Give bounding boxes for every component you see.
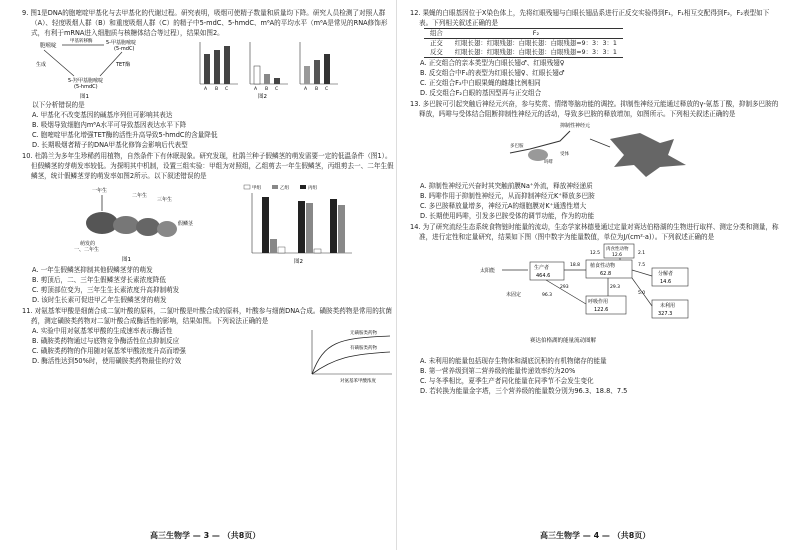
q9-bar-hmdc-c xyxy=(274,78,280,84)
q9-bar-mdc-c xyxy=(224,46,230,84)
svg-text:A: A xyxy=(304,87,308,92)
q13-neuron-a xyxy=(610,133,686,177)
svg-text:乙组: 乙组 xyxy=(280,186,289,191)
svg-text:太阳能: 太阳能 xyxy=(480,268,496,274)
q14-option-c[interactable]: C. 与冬季相比，夏季生产者同化能量在同季节不会发生变化 xyxy=(420,377,594,385)
q9-fig1-caption: 图1 xyxy=(80,94,89,100)
q14-option-a[interactable]: A. 未利用的能量包括现存生物体和湖底沉积的有机物储存的能量 xyxy=(420,357,607,365)
question-13 xyxy=(410,99,782,221)
q10-option-d[interactable]: D. 该时生长素可促进甲乙年生假鳞茎芽的萌发 xyxy=(32,296,167,304)
q9-option-d[interactable]: D. 长期吸烟者精子的DNA甲基化修饰会影响后代表型 xyxy=(32,141,188,149)
svg-text:呼吸作用: 呼吸作用 xyxy=(588,299,609,305)
q9-fig2-caption: 图2 xyxy=(258,94,267,100)
svg-text:464.6: 464.6 xyxy=(536,273,551,279)
svg-text:一年生: 一年生 xyxy=(92,188,108,194)
svg-text:有磺胺类药物: 有磺胺类药物 xyxy=(350,346,377,351)
q9-fig1-arrow-label: 甲基转移酶 xyxy=(70,39,93,44)
q9-lead: 以下分析错误的是 xyxy=(32,101,85,109)
q9-option-b[interactable]: B. 吸烟导致细胞内m⁶A水平可导致基因表达水平下降 xyxy=(32,121,187,129)
svg-text:7.5: 7.5 xyxy=(638,263,646,268)
q12-option-c[interactable]: C. 正交组合F₂中白眼果蝇的雌雄比例相同 xyxy=(420,79,541,87)
q9-fig1-top: 胞嘧啶 xyxy=(40,43,57,49)
q10-figure-svg xyxy=(22,181,394,265)
q9-bar-m6a-c xyxy=(324,54,330,84)
q12-table: 组合 F₂ 正交 红眼长翅：红眼残翅：白眼长翅：白眼残翅=9：3：3：1 反交 红眼长翅：红眼残翅：白眼长翅：白眼残翅=9：3：3：1 xyxy=(424,28,623,58)
svg-text:三年生: 三年生 xyxy=(157,197,173,203)
svg-text:分解者: 分解者 xyxy=(658,271,674,277)
svg-text:吗啡: 吗啡 xyxy=(544,160,553,165)
svg-text:一、二年生: 一、二年生 xyxy=(74,247,100,253)
svg-text:C: C xyxy=(275,87,279,92)
q13-option-d[interactable]: D. 长期使用吗啡，引发多巴胺受体的调节功能，作为的功能 xyxy=(420,212,595,220)
svg-text:B: B xyxy=(265,87,269,92)
q10-bar-4 xyxy=(298,201,305,253)
svg-text:未利用: 未利用 xyxy=(660,303,676,309)
q14-fig-caption: 赛达伯格湖的能量流动图解 xyxy=(530,338,597,344)
q13-option-a[interactable]: A. 抑制性神经元兴奋时其突触前膜Na⁺外流，释放神经递质 xyxy=(420,182,593,190)
q12-option-a[interactable]: A. 正交组合的亲本类型为白眼长翅♂、红眼残翅♀ xyxy=(420,59,565,67)
svg-text:293: 293 xyxy=(560,285,569,290)
svg-text:12.5: 12.5 xyxy=(590,251,601,256)
q14-option-b[interactable]: B. 第一营养级到第二营养级的能量传递效率约为20% xyxy=(420,367,576,375)
question-11 xyxy=(22,306,394,384)
q9-option-a[interactable]: A. 甲基化不改变基因的碱基序列但可影响其表达 xyxy=(32,111,173,119)
q14-figure xyxy=(410,242,782,356)
svg-text:62.8: 62.8 xyxy=(600,271,612,277)
q10-bar-6 xyxy=(314,249,321,253)
svg-text:无磺胺类药物: 无磺胺类药物 xyxy=(350,331,377,336)
svg-text:A: A xyxy=(254,87,258,92)
q10-option-c[interactable]: C. 剪顶部位变为，三年生生长素浓度升高抑制萌发 xyxy=(32,286,180,294)
page-divider xyxy=(396,0,397,550)
q14-stem: 14. 为了研究流经生态系统食物链时能量的流动，生态学家林德曼通过定量对赛达伯格湖的生物进行取样、测定分类和测量，称准，进行定性和定量研究，结果如下图（图中数字为能量数值，单位为J/(cm²·a)）。下列叙述正确的是 xyxy=(410,223,779,241)
q11-stem: 11. 对氨基苯甲酸是细菌合成二氢叶酸的原料，二氢叶酸是叶酸合成的原料，叶酸参与细菌DNA合成。磺胺类药物是常用的抗菌药，测定磺胺类药物对二氢叶酸合成酶活性的影响，结果如图。下列说法正确的是 xyxy=(22,307,392,325)
q13-option-b[interactable]: B. 吗啡作用于抑制性神经元，从而抑制神经元K⁺释放多巴胺 xyxy=(420,192,595,200)
svg-text:327.3: 327.3 xyxy=(658,311,673,317)
svg-text:图2: 图2 xyxy=(294,259,303,265)
q9-fig1-bottom2: (5-hmdC) xyxy=(74,84,98,90)
q9-fig1-arrow-left xyxy=(44,50,74,76)
q9-figures xyxy=(22,38,394,100)
q9-fig1-right2: (5-mdC) xyxy=(114,46,135,52)
question-10 xyxy=(22,151,394,305)
svg-text:122.6: 122.6 xyxy=(594,307,609,313)
svg-text:96.3: 96.3 xyxy=(542,293,553,298)
q11-option-d[interactable]: D. 酶活性达到50%时，使用磺胺类药物最佳的疗效 xyxy=(32,357,182,365)
svg-text:5.0: 5.0 xyxy=(638,291,646,296)
q9-fig1-tet: TET酶 xyxy=(116,62,131,68)
q9-figure-svg xyxy=(22,38,394,100)
svg-text:C: C xyxy=(325,87,329,92)
svg-text:C: C xyxy=(225,87,229,92)
q12-option-d[interactable]: D. 反交组合F₂白眼的基因型再与正交组合 xyxy=(420,89,542,97)
svg-text:未固定: 未固定 xyxy=(506,292,522,298)
q9-bar-m6a-a xyxy=(304,66,310,84)
q13-option-c[interactable]: C. 多巴胺释放量增多，神经元A的细胞膜对K⁺通透性增大 xyxy=(420,202,587,210)
question-14 xyxy=(410,222,782,396)
svg-text:29.3: 29.3 xyxy=(610,285,621,290)
q12-option-b[interactable]: B. 反交组合中F₁的表型为红眼长翅♀、红眼长翅♂ xyxy=(420,69,565,77)
q10-bar-2 xyxy=(270,239,277,253)
svg-text:丙组: 丙组 xyxy=(308,186,317,191)
q13-figure xyxy=(410,119,782,181)
q10-bar-8 xyxy=(338,205,345,253)
q14-option-d[interactable]: D. 若转换为能量金字塔，三个营养级的能量数分别为96.3、18.8、7.5 xyxy=(420,387,628,395)
q9-fig1-left: 生成 xyxy=(36,62,47,68)
q9-bar-mdc-a xyxy=(204,54,210,84)
question-9 xyxy=(22,8,394,150)
q9-fig1-bottom: 5-羟甲基胞嘧啶 xyxy=(68,78,103,84)
right-column xyxy=(410,8,782,397)
svg-text:12.6: 12.6 xyxy=(612,253,623,258)
q10-bar-3 xyxy=(278,247,285,253)
left-column xyxy=(22,8,394,384)
q10-figures xyxy=(22,181,394,265)
svg-text:甲组: 甲组 xyxy=(252,186,261,191)
q9-stem: 9. 图1是DNA的胞嘧啶甲基化与去甲基化的代谢过程。研究表明，吸烟可使精子数量和质量均下降。研究人员检测了对照人群（A）、轻度吸烟人群（B）和重度吸烟人群（C）的精子中5-mdC、5-hmdC、m⁶A的平均水平（m⁶A是常见的RNA修饰形式，有利于mRNA进入细胞质与核糖体结合等过程），结果如图2。 xyxy=(22,9,388,37)
q9-bar-hmdc-b xyxy=(264,74,270,84)
q10-bar-1 xyxy=(262,197,269,253)
svg-text:二年生: 二年生 xyxy=(132,193,148,199)
q13-stem: 13. 多巴胺可引起突触后神经元兴奋，参与奖赏、情绪等脑功能的调控。抑制性神经元能通过释放的γ-氨基丁酸，抑制多巴胺的释放，吗啡与受体结合阻断抑制性神经元的活动，导致多巴胺的释放增加，如图所示。下列相关叙述正确的是 xyxy=(410,100,779,118)
q13-neuron-svg xyxy=(410,119,782,181)
q11-chart xyxy=(304,328,394,384)
q9-bar-m6a-b xyxy=(314,60,320,84)
q12-stem: 12. 果蝇的白眼基因位于X染色体上，先将红眼残翅与白眼长翅品系进行正反交实验得到F₁，F₁相互交配得到F₂，F₂表型如下表。下列相关叙述正确的是 xyxy=(410,9,770,27)
q11-option-a[interactable]: A. 实验中用对氨基苯甲酸的生成速率表示酶活性 xyxy=(32,327,173,335)
q9-option-c[interactable]: C. 胞嘧啶甲基化增强TET酶的活性升高导致5-hmdC的含量降低 xyxy=(32,131,218,139)
svg-text:A: A xyxy=(204,87,208,92)
svg-text:假鳞茎: 假鳞茎 xyxy=(178,221,194,227)
svg-text:抑制性神经元: 抑制性神经元 xyxy=(560,123,591,129)
svg-text:图1: 图1 xyxy=(122,257,131,263)
q10-option-a[interactable]: A. 一年生假鳞茎抑制其他假鳞茎芽的萌发 xyxy=(32,266,153,274)
question-12 xyxy=(410,8,782,98)
svg-text:萌发的: 萌发的 xyxy=(80,241,96,247)
q11-curve-without xyxy=(312,336,390,374)
svg-text:B: B xyxy=(315,87,319,92)
q10-fig1-plant xyxy=(74,187,194,263)
q10-fig2-chart xyxy=(244,184,352,265)
svg-text:多巴胺: 多巴胺 xyxy=(510,144,524,149)
svg-text:对氨基苯甲酸浓度: 对氨基苯甲酸浓度 xyxy=(340,379,376,384)
q10-bar-7 xyxy=(330,199,337,253)
q11-option-c[interactable]: C. 磺胺类药物的作用随对氨基苯甲酸浓度升高而增强 xyxy=(32,347,186,355)
svg-text:18.8: 18.8 xyxy=(570,263,581,268)
q9-bar-mdc-b xyxy=(214,50,220,84)
svg-text:植食性动物: 植食性动物 xyxy=(590,263,616,269)
q9-fig2-chart xyxy=(200,42,338,100)
q9-bar-hmdc-a xyxy=(254,66,260,84)
footer-left: 高三生物学 — 3 — （共8页） xyxy=(150,531,261,540)
q10-option-b[interactable]: B. 剪顶后，二、三年生假鳞茎芽长素浓度降低 xyxy=(32,276,166,284)
q11-curve-with xyxy=(312,352,390,374)
q10-bar-5 xyxy=(306,203,313,253)
svg-text:生产者: 生产者 xyxy=(534,265,550,271)
svg-text:2.1: 2.1 xyxy=(638,251,646,256)
svg-text:B: B xyxy=(215,87,219,92)
q9-fig1-right: 5-甲基胞嘧啶 xyxy=(106,40,136,46)
footer-right: 高三生物学 — 4 — （共8页） xyxy=(540,531,651,540)
q14-energy-flow-svg xyxy=(410,242,782,356)
svg-text:肉食性动物: 肉食性动物 xyxy=(606,247,629,252)
q11-option-b[interactable]: B. 磺胺类药物通过与底物竞争酶活性位点抑制反应 xyxy=(32,337,180,345)
q10-stem: 10. 杜鹃兰为多年生珍稀药用植物，自然条件下有休眠现象。研究发现，杜鹃兰种子假鳞茎的萌发需要一定的低温条件（图1）。但假鳞茎的芽萌发率较低。为探明其中机制，设置三组实验：甲组为对照组，乙组剪去一年生假鳞茎，丙组剪去一、二年生假鳞茎，统计假鳞茎芽的萌发率如图2所示。以下叙述错误的是 xyxy=(22,152,394,180)
svg-text:受体: 受体 xyxy=(560,152,569,157)
svg-text:14.6: 14.6 xyxy=(660,279,672,285)
